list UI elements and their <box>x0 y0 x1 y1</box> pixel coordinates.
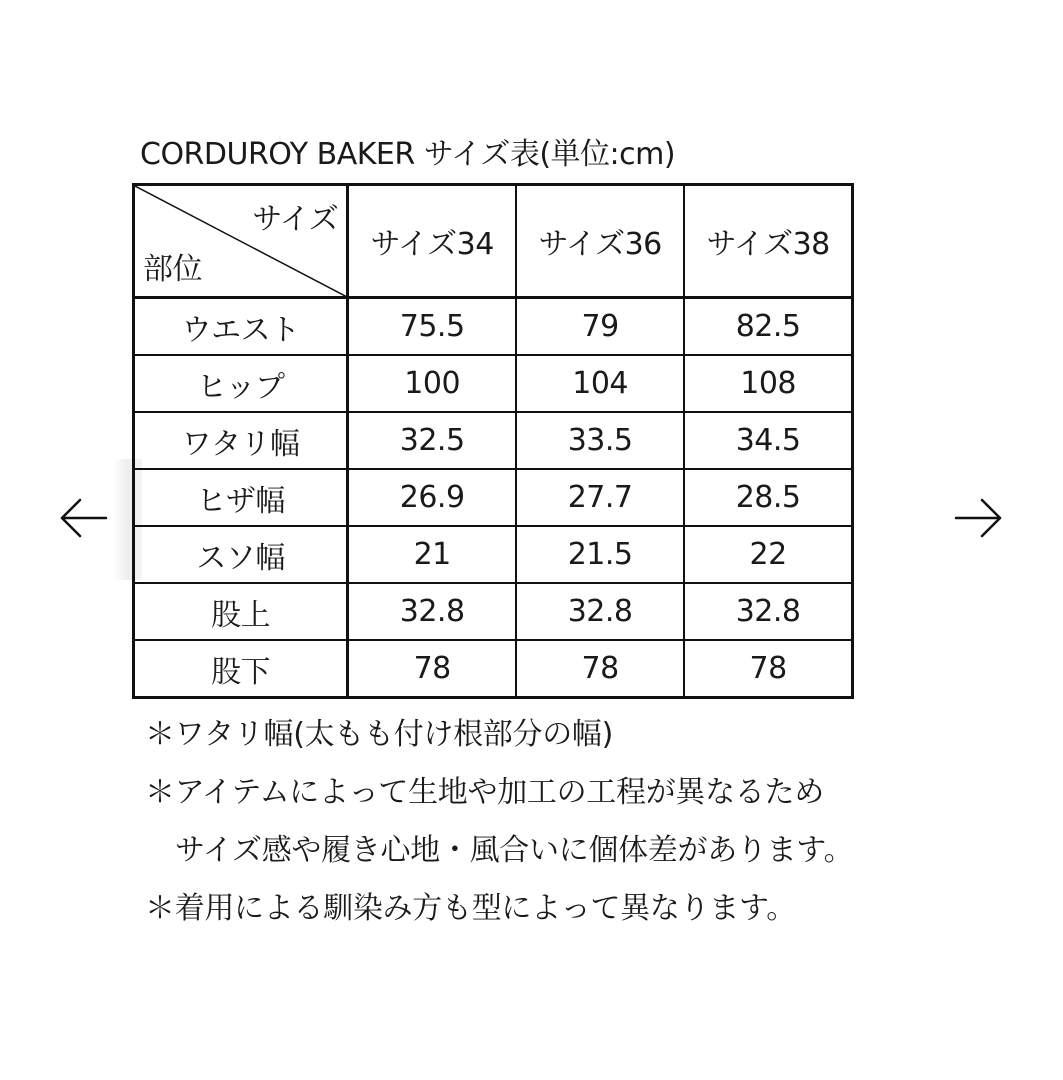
part-cell: 股下 <box>134 640 348 698</box>
value-cell: 32.8 <box>348 583 516 640</box>
value-cell: 34.5 <box>684 412 852 469</box>
arrow-left-icon <box>56 490 112 546</box>
previous-image-button[interactable] <box>56 490 112 546</box>
value-cell: 100 <box>348 355 516 412</box>
value-cell: 27.7 <box>516 469 684 526</box>
table-row <box>134 298 853 356</box>
part-cell: ワタリ幅 <box>134 412 348 469</box>
note-line: ＊着用による馴染み方も型によって異なります。 <box>145 891 796 926</box>
part-cell: ヒップ <box>134 355 348 412</box>
part-cell: ヒザ幅 <box>134 469 348 526</box>
value-cell: 26.9 <box>348 469 516 526</box>
value-cell: 28.5 <box>684 469 852 526</box>
size-chart-table <box>132 183 854 699</box>
corner-label-part: 部位 <box>143 252 202 287</box>
size-header-cell: サイズ38 <box>684 185 852 298</box>
corner-label-size: サイズ <box>252 202 339 237</box>
table-row <box>134 583 853 640</box>
note-line: サイズ感や履き心地・風合いに個体差があります。 <box>175 833 854 868</box>
table-header-row <box>134 185 853 298</box>
size-header-cell: サイズ34 <box>348 185 516 298</box>
value-cell: 21.5 <box>516 526 684 583</box>
table-row <box>134 355 853 412</box>
value-cell: 22 <box>684 526 852 583</box>
size-chart-title: CORDUROY BAKER サイズ表(単位:cm) <box>140 137 676 172</box>
size-notes <box>145 706 853 938</box>
table-row <box>134 640 853 698</box>
note-line: ＊アイテムによって生地や加工の工程が異なるため <box>145 775 824 810</box>
value-cell: 32.8 <box>516 583 684 640</box>
value-cell: 78 <box>516 640 684 698</box>
value-cell: 21 <box>348 526 516 583</box>
value-cell: 33.5 <box>516 412 684 469</box>
table-row <box>134 412 853 469</box>
value-cell: 75.5 <box>348 298 516 356</box>
value-cell: 32.5 <box>348 412 516 469</box>
arrow-right-icon <box>950 490 1006 546</box>
value-cell: 104 <box>516 355 684 412</box>
note-line: ＊ワタリ幅(太もも付け根部分の幅) <box>145 717 614 752</box>
table-row <box>134 469 853 526</box>
value-cell: 79 <box>516 298 684 356</box>
corner-header-cell <box>134 185 348 298</box>
value-cell: 78 <box>684 640 852 698</box>
value-cell: 78 <box>348 640 516 698</box>
next-image-button[interactable] <box>950 490 1006 546</box>
value-cell: 108 <box>684 355 852 412</box>
value-cell: 82.5 <box>684 298 852 356</box>
part-cell: ウエスト <box>134 298 348 356</box>
part-cell: スソ幅 <box>134 526 348 583</box>
part-cell: 股上 <box>134 583 348 640</box>
value-cell: 32.8 <box>684 583 852 640</box>
size-header-cell: サイズ36 <box>516 185 684 298</box>
table-row <box>134 526 853 583</box>
